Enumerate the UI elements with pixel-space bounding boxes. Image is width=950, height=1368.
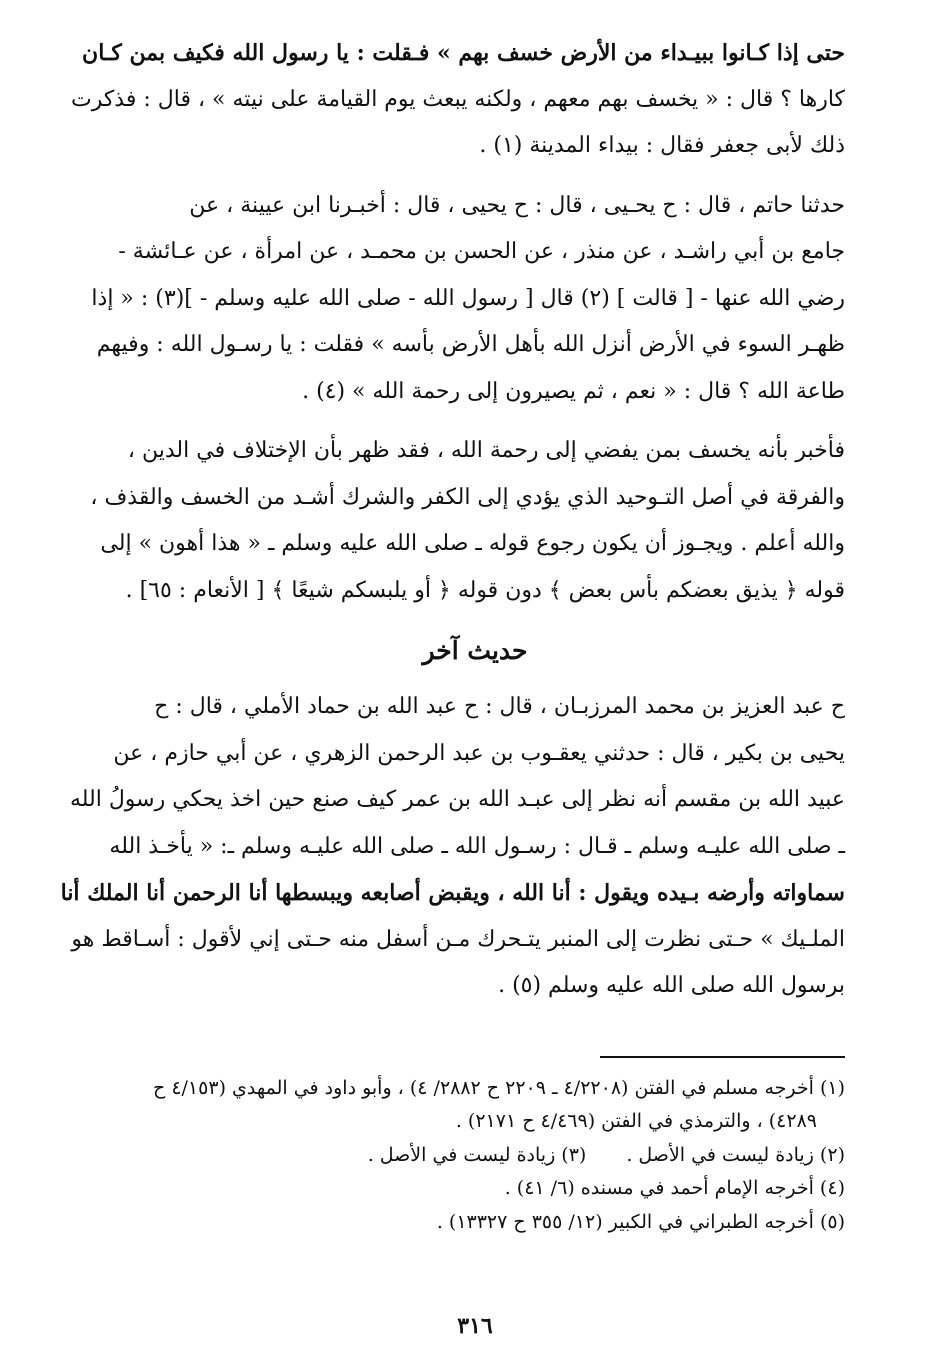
text-line: والله أعلم . ويجـوز أن يكون رجوع قوله ـ صلى الله عليه وسلم ـ « هذا أهون » إلى (100, 531, 845, 556)
text-line: ذلك لأبى جعفر فقال : بيداء المدينة (١) . (479, 133, 845, 158)
text-line: والفرقة في أصل التـوحيد الذي يؤدي إلى الكفر والشرك أشـد من الخسف والقذف ، (90, 484, 845, 510)
text-line: جامع بن أبي راشـد ، عن منذر ، عن الحسن بن محمـد ، عن امرأة ، عن عـائشة - (118, 239, 845, 264)
footnote-4: (٤) أخرجه الإمام أحمد في مسنده (٦/ ٤١) . (504, 1177, 845, 1199)
text-line: فأخبر بأنه يخسف بمن يفضي إلى رحمة الله ، فقد ظهر بأن الإختلاف في الدين ، (127, 438, 845, 463)
text-line: ظهـر السوء في الأرض أنزل الله بأهل الأرض بأسه » فقلت : يا رسـول الله : وفيهم (96, 332, 845, 357)
paragraph-1 (70, 30, 845, 170)
text-line: ـ صلى الله عليـه وسلم ـ قـال : رسـول الله ـ صلى الله عليـه وسلم ـ: « يأخـذ الله (109, 833, 845, 859)
footnote-2: (٢) زيادة ليست في الأصل . (626, 1143, 845, 1166)
text-line: قوله ﴿ يذيق بعضكم بأس بعض ﴾ دون قوله ﴿ أو يلبسكم شيعًا ﴾ [ الأنعام : ٦٥] . (125, 577, 845, 603)
section-heading: حديث آخر (422, 636, 528, 665)
text-line: رضي الله عنها - [ قالت ] (٢) قال [ رسول الله - صلى الله عليه وسلم - ](٣) : « إذا (91, 285, 845, 311)
page-number: ٣١٦ (457, 1313, 493, 1339)
footnote-row (105, 1139, 845, 1173)
footnote-line: ٤٢٨٩) ، والترمذي في الفتن (٤/٤٦٩ ح ٢١٧١) . (455, 1110, 817, 1132)
text-line: يحيى بن بكير ، قال : حدثني يعقـوب بن عبد الرحمن الزهري ، عن أبي حازم ، عن (113, 740, 845, 766)
text-line: طاعة الله ؟ قال : « نعم ، ثم يصيرون إلى رحمة الله » (٤) . (302, 378, 845, 404)
text-line: حدثنا حاتم ، قال : ح يحـيى ، قال : ح يحيى ، قال : أخبـرنا ابن عيينة ، عن (189, 192, 845, 218)
text-line: ح عبد العزيز بن محمد المرزبـان ، قال : ح عبد الله بن حماد الأملي ، قال : ح (154, 694, 845, 719)
paragraph-4 (60, 684, 845, 1010)
footnote-3: (٣) زيادة ليست في الأصل . (367, 1143, 587, 1166)
footnote-line: (١) أخرجه مسلم في الفتن (٤/٢٢٠٨ ـ ٢٢٠٩ ح ٢٨٨٢/ ٤) ، وأبو داود في المهدي (٤/١٥٣ ح (153, 1076, 845, 1099)
paragraph-3 (90, 428, 845, 614)
text-line: كارها ؟ قال : « يخسف بهم معهم ، ولكنه يبعث يوم القيامة على نيته » ، قال : فذكرت (70, 86, 845, 112)
text-line: سماواته وأرضه بـيده ويقول : أنا الله ، ويقبض أصابعه ويبسطها أنا الرحمن أنا الملك أنا (60, 880, 845, 906)
footnote-5: (٥) أخرجه الطبراني في الكبير (١٢/ ٣٥٥ ح ١٣٣٢٧) . (436, 1210, 845, 1233)
paragraph-2 (91, 183, 845, 416)
text-line: برسول الله صلى الله عليه وسلم (٥) . (498, 973, 845, 998)
footnote-divider (600, 1056, 845, 1058)
text-line: عبيد الله بن مقسم أنه نظر إلى عبـد الله بن عمر كيف صنع حين اخذ يحكي رسولُ الله (69, 787, 845, 812)
footnotes (105, 1072, 845, 1240)
text-line: الملـيك » حـتى نظرت إلى المنبر يتـحرك مـن أسفل منه حـتى إني لأقول : أسـاقط هو (71, 926, 845, 952)
footnote-1 (105, 1072, 845, 1139)
text-line: حتى إذا كـانوا ببيـداء من الأرض خسف بهم » فـقلت : يا رسول الله فكيف بمن كـان (82, 40, 845, 66)
